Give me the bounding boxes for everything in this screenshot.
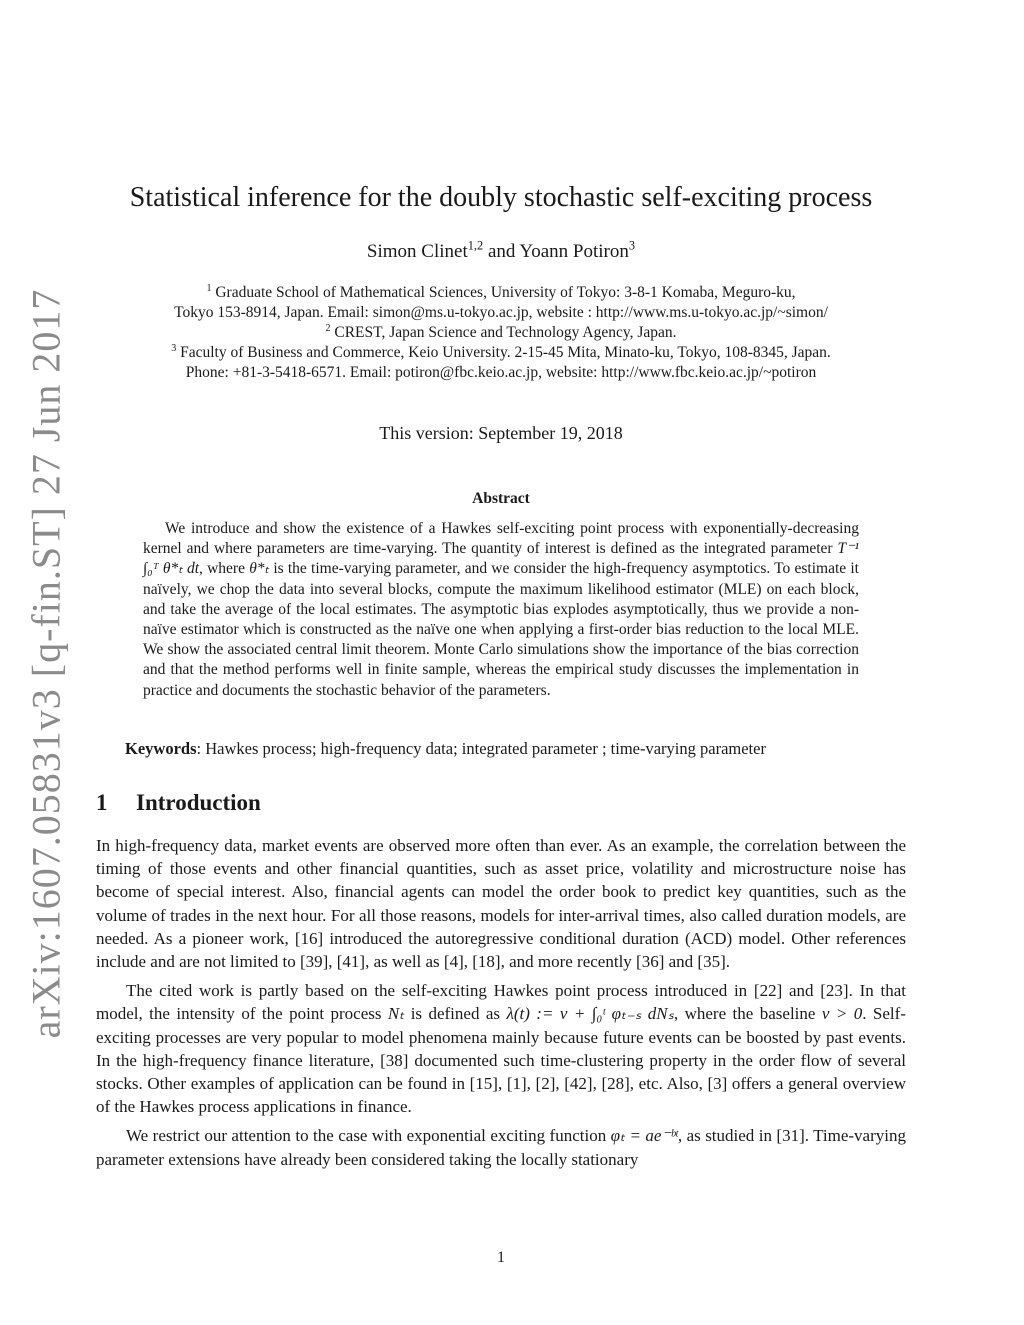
affiliation-line [96, 363, 906, 383]
affiliation-text: Tokyo 153-8914, Japan. Email: simon@ms.u-tokyo.ac.jp, website : http://www.ms.u-tokyo.ac.jp/~simon/ [174, 304, 828, 321]
abstract-formula: θ*ₜ [249, 560, 270, 578]
intro-formula: φₜ = ae⁻ᵇᵗ [610, 1126, 678, 1146]
intro-formula: Nₜ [387, 1004, 405, 1024]
intro-formula: λ(t) := ν + ∫₀ᵗ φₜ₋ₛ dNₛ [506, 1004, 674, 1024]
intro-paragraph: In high-frequency data, market events are observed more often than ever. As an example, the correlation between the timing of those events and other financial quantities, such as asset price, volatility and microstructure noise has become of special interest. Also, financial agents can model the order book to predict key quantities, such as the volume of trades in the next hour. For all those reasons, models for inter-arrival times, also called duration models, are needed. As a pioneer work, [16] introduced the autoregressive conditional duration (ACD) model. Other references include and are not limited to [39], [41], as well as [4], [18], and more recently [36] and [35]. [96, 836, 906, 972]
intro-text: We restrict our attention to the case with exponential exciting function [126, 1126, 611, 1146]
affiliations [96, 283, 906, 383]
affiliation-text: CREST, Japan Science and Technology Agency, Japan. [330, 324, 677, 341]
abstract-heading: Abstract [472, 490, 530, 507]
paper-title: Statistical inference for the doubly stochastic self-exciting process [129, 182, 873, 213]
intro-paragraph [96, 1124, 906, 1170]
affiliation-line [96, 323, 906, 343]
affiliation-text: Faculty of Business and Commerce, Keio University. 2-15-45 Mita, Minato-ku, Tokyo, 108-8345, Japan. [176, 344, 831, 361]
abstract-text: , where [199, 560, 250, 578]
abstract-paragraph [143, 519, 859, 701]
author-connector: and [483, 241, 520, 262]
keywords-label: Keywords [125, 739, 197, 758]
introduction-body [96, 834, 906, 1177]
affiliation-line [96, 283, 906, 303]
arxiv-stamp [16, 288, 76, 1038]
affiliation-text: Phone: +81-3-5418-6571. Email: potiron@fbc.keio.ac.jp, website: http://www.fbc.keio.ac.jp/~potiron [185, 364, 817, 381]
page-number: 1 [497, 1249, 505, 1266]
intro-text: , as studied in [31]. Time-varying parameter extensions have already been considered taking the locally stationary [96, 1126, 906, 1169]
section-number: 1 [96, 790, 108, 815]
affiliation-marker: 1 [206, 282, 212, 294]
intro-paragraph [96, 979, 906, 1118]
arxiv-id: arXiv:1607.05831v3 [q-fin.ST] 27 Jun 2017 [23, 288, 69, 1038]
intro-formula: ν > 0 [821, 1004, 863, 1024]
affiliation-line [96, 343, 906, 363]
author-affil-marker: 3 [628, 238, 636, 253]
affiliation-marker: 2 [325, 322, 331, 334]
keywords-text: : Hawkes process; high-frequency data; integrated parameter ; time-varying parameter [196, 739, 766, 758]
version-date: This version: September 19, 2018 [379, 423, 623, 443]
abstract-text: is the time-varying parameter, and we consider the high-frequency asymptotics. To estimate it naïvely, we chop the data into several blocks, compute the maximum likelihood estimator (MLE) on each block, and take the average of the local estimates. The asymptotic bias explodes asymptotically, thus we provide a non-naïve estimator which is constructed as the naïve one when applying a first-order bias reduction to the local MLE. We show the associated central limit theorem. Monte Carlo simulations show the importance of the bias correction and that the method performs well in finite sample, whereas the empirical study discusses the implementation in practice and documents the stochastic behavior of the parameters. [143, 560, 859, 699]
abstract-body [143, 519, 859, 701]
section-title: Introduction [136, 790, 261, 815]
author-affil-marker: 1,2 [467, 238, 484, 253]
author-line [96, 238, 906, 263]
abstract-formula: T⁻¹ ∫₀ᵀ θ*ₜ dt [143, 540, 859, 578]
abstract-text: We introduce and show the existence of a Hawkes self-exciting point process with exponentially-decreasing kernel and where parameters are time-varying. The quantity of interest is defined as the integrated parameter [143, 520, 859, 558]
affiliation-text: Graduate School of Mathematical Sciences, University of Tokyo: 3-8-1 Komaba, Meguro-ku, [211, 284, 796, 301]
section-heading [96, 790, 261, 816]
author-name: Simon Clinet [366, 241, 468, 262]
affiliation-line [96, 303, 906, 323]
keywords-line [125, 739, 915, 759]
intro-text: is defined as [404, 1004, 507, 1024]
intro-text: The cited work is partly based on the self-exciting Hawkes point process introduced in [22] and [23]. In that model, the intensity of the point process [96, 981, 906, 1024]
affiliation-marker: 3 [171, 342, 177, 354]
intro-text: . Self-exciting processes are very popular to model phenomena mainly because future events can be boosted by past events. In the high-frequency finance literature, [38] documented such time-clustering property in the order flow of several stocks. Other examples of application can be found in [15], [1], [2], [42], [28], etc. Also, [3] offers a general overview of the Hawkes process applications in finance. [96, 1004, 906, 1117]
author-name: Yoann Potiron [519, 241, 629, 262]
intro-text: , where the baseline [673, 1004, 822, 1024]
